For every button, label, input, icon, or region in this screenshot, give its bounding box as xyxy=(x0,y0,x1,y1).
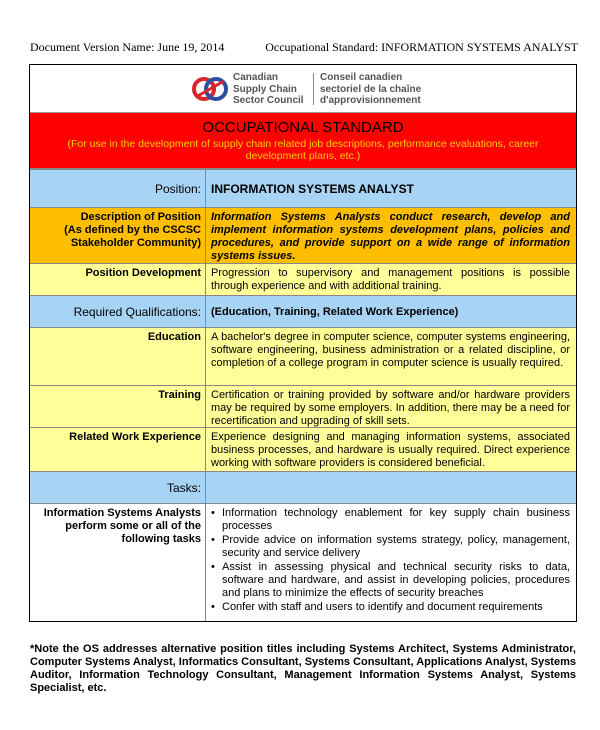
position-development-row xyxy=(30,263,576,295)
logo-divider xyxy=(313,73,314,105)
list-item: • Confer with staff and users to identify and document requirements xyxy=(211,601,543,613)
description-label: Description of Position (As defined by the CSCSC Stakeholder Community) xyxy=(30,208,206,263)
related-work-label: Related Work Experience xyxy=(30,428,206,471)
list-item: • Provide advice on information systems strategy, policy, management, security and service delivery xyxy=(211,534,570,559)
occupational-standard-table xyxy=(29,64,577,622)
required-qualifications-label: Required Qualifications: xyxy=(30,296,206,327)
education-row xyxy=(30,327,576,385)
related-work-value: Experience designing and managing information systems, associated business processes, and hardware is usually required. Direct experience working with software providers is considered beneficial. xyxy=(206,428,576,471)
footnote: *Note the OS addresses alternative position titles including Systems Architect, Systems Administrator, Computer Systems Analyst, Informatics Consultant, Systems Consultant, Applications Analyst, Systems Auditor, Information Technology Consultant, Management Information Systems Analyst, Systems Specialist, etc. xyxy=(30,643,576,694)
position-development-label: Position Development xyxy=(30,264,206,295)
tasks-row xyxy=(30,471,576,503)
cscsc-logo-icon xyxy=(190,73,230,105)
bullet-icon: • xyxy=(211,507,215,519)
education-label: Education xyxy=(30,328,206,385)
logo-text-english: Canadian Supply Chain Sector Council xyxy=(233,72,304,106)
description-value: Information Systems Analysts conduct research, develop and implement information systems development plans, policies and procedures, and provide support on a wide range of information systems issues. xyxy=(206,208,576,263)
tasks-value xyxy=(206,472,576,503)
list-item: • Assist in assessing physical and technical security risks to data, software and hardware, and assist in developing policies, procedures and plans to minimize the effects of security breaches xyxy=(211,561,570,599)
position-label: Position: xyxy=(30,170,206,207)
banner-subtitle: (For use in the development of supply chain related job descriptions, performance evaluations, career development plans, etc.) xyxy=(67,138,539,162)
bullet-icon: • xyxy=(211,601,215,613)
related-work-row xyxy=(30,427,576,471)
tasks-label: Tasks: xyxy=(30,472,206,503)
education-value: A bachelor's degree in computer science, computer systems engineering, software engineering, business administration or a related discipline, or completion of a college program in computer science is usually required. xyxy=(206,328,576,385)
task-list-row xyxy=(30,503,576,621)
training-row xyxy=(30,385,576,427)
bullet-icon: • xyxy=(211,561,215,573)
position-development-value: Progression to supervisory and management positions is possible through experience and with additional training. xyxy=(206,264,576,295)
required-qualifications-value: (Education, Training, Related Work Experience) xyxy=(206,296,576,327)
task-list-label: Information Systems Analysts perform some or all of the following tasks xyxy=(30,504,206,621)
bullet-icon: • xyxy=(211,534,215,546)
training-value: Certification or training provided by software and/or hardware providers may be required by some employers. In addition, there may be a need for recertification and upgrading of skill sets. xyxy=(206,386,576,427)
task-list-value xyxy=(206,504,576,621)
required-qualifications-row xyxy=(30,295,576,327)
description-row xyxy=(30,207,576,263)
list-item: • Information technology enablement for key supply chain business processes xyxy=(211,507,570,532)
task-list xyxy=(211,507,570,614)
header-version: Document Version Name: June 19, 2014 xyxy=(30,40,225,54)
position-value: INFORMATION SYSTEMS ANALYST xyxy=(206,170,576,207)
position-row xyxy=(30,169,576,207)
logo-row xyxy=(30,65,576,113)
logo-text-french: Conseil canadien sectoriel de la chaîne d'approvisionnement xyxy=(320,72,422,106)
header-standard: Occupational Standard: INFORMATION SYSTEMS ANALYST xyxy=(265,40,578,54)
banner-title: OCCUPATIONAL STANDARD xyxy=(202,119,404,136)
training-label: Training xyxy=(30,386,206,427)
title-banner xyxy=(30,113,576,169)
